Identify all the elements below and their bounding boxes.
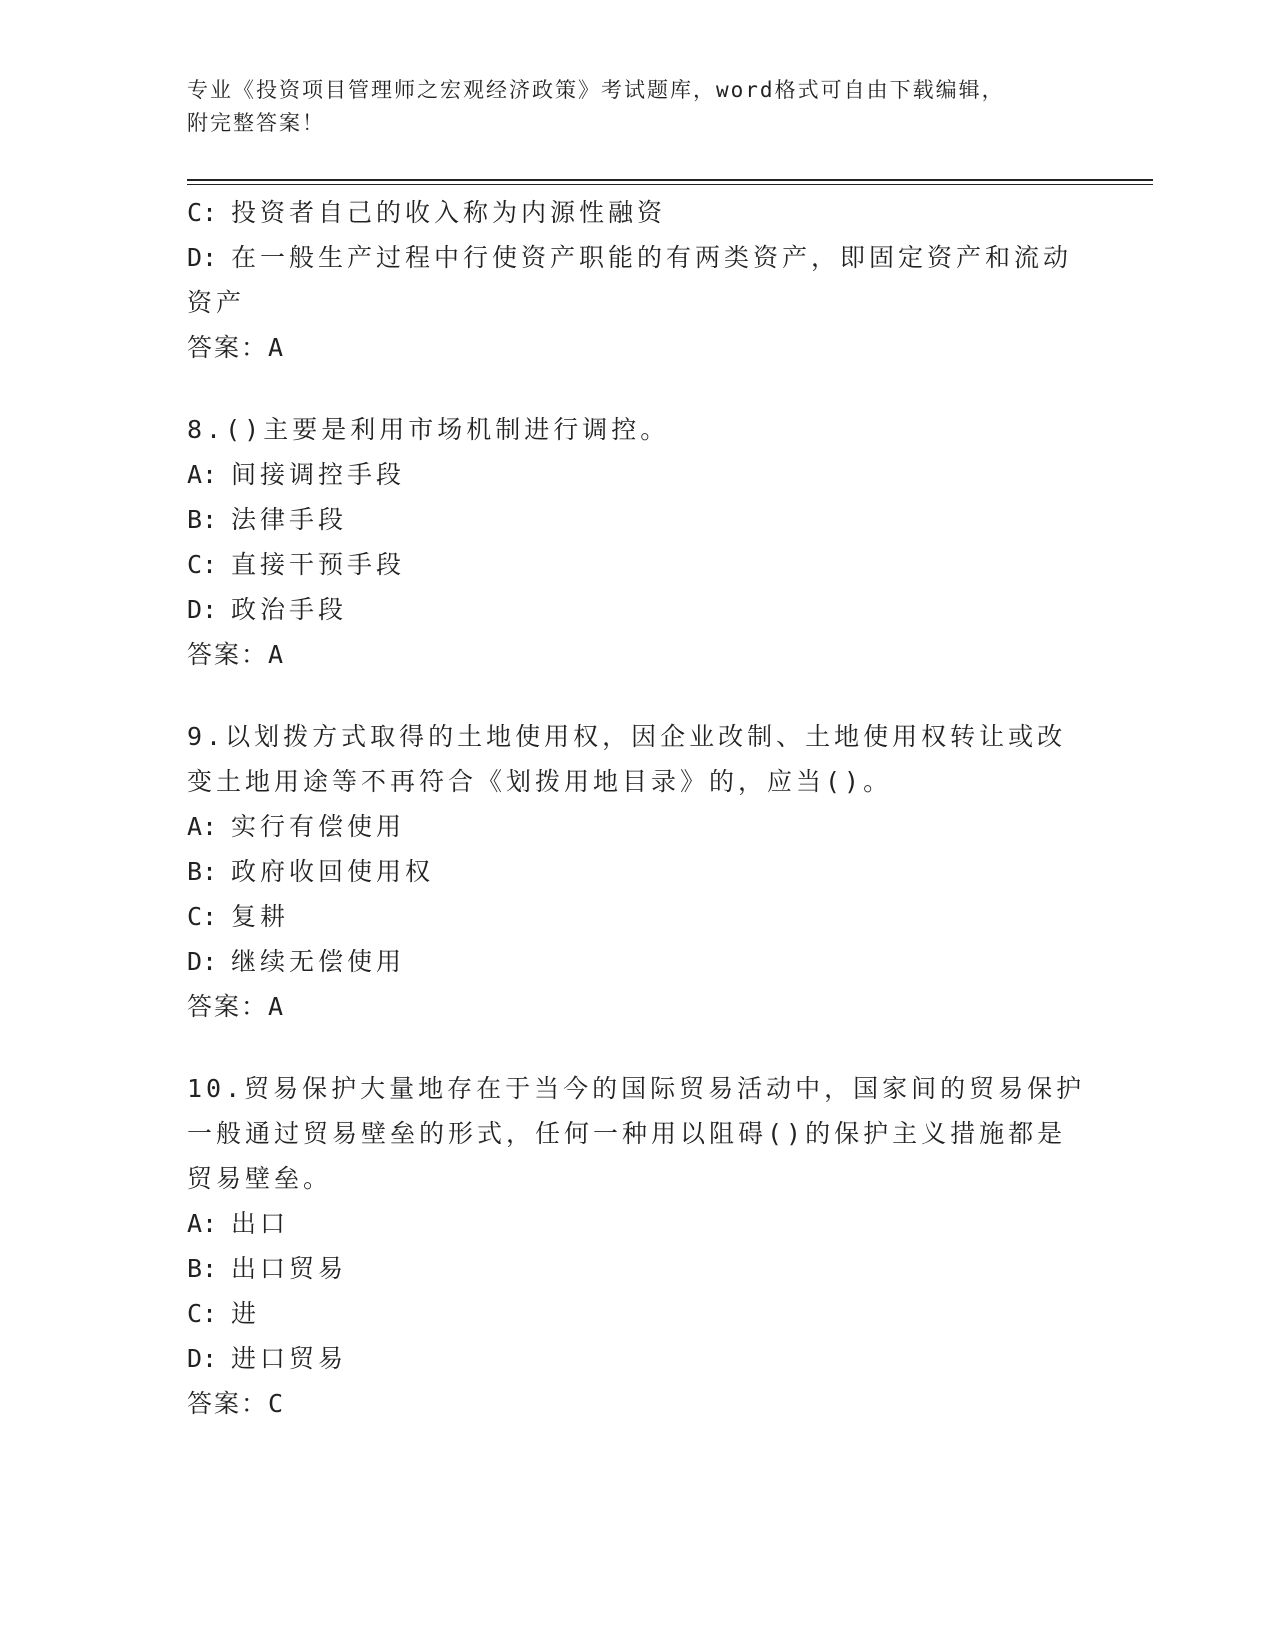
- header-divider-thick: [187, 179, 1153, 181]
- option-text: 出口贸易: [231, 1254, 348, 1283]
- answer-value: C: [268, 1389, 286, 1418]
- option-letter: C:: [187, 902, 218, 931]
- option-a: [187, 1201, 1077, 1246]
- option-text: 投资者自己的收入称为内源性融资: [231, 198, 667, 227]
- option-text: 政治手段: [231, 595, 348, 624]
- option-letter: A:: [187, 812, 218, 841]
- option-text: 实行有偿使用: [231, 812, 406, 841]
- answer-line: [187, 632, 1077, 677]
- question-stem: 贸易壁垒。: [187, 1164, 333, 1193]
- option-letter: B:: [187, 505, 218, 534]
- question-stem: 变土地用途等不再符合《划拨用地目录》的，应当()。: [187, 767, 893, 796]
- option-c: [187, 190, 1077, 235]
- question-content: [187, 190, 1086, 1463]
- option-b: [187, 1246, 1077, 1291]
- option-text: 继续无偿使用: [231, 947, 406, 976]
- option-letter: D:: [187, 947, 218, 976]
- header-line-1: 专业《投资项目管理师之宏观经济政策》考试题库，word格式可自由下载编辑，: [187, 78, 1005, 102]
- option-text: 进口贸易: [231, 1344, 348, 1373]
- header-line-2: 附完整答案！: [187, 111, 325, 135]
- question-10: [187, 1066, 1086, 1426]
- option-text: 间接调控手段: [231, 460, 406, 489]
- option-d: [187, 587, 1077, 632]
- answer-label: 答案：: [187, 333, 269, 362]
- option-letter: A:: [187, 460, 218, 489]
- answer-label: 答案：: [187, 992, 269, 1021]
- option-d: [187, 939, 1077, 984]
- option-letter: D:: [187, 243, 218, 272]
- option-text: 进: [231, 1299, 261, 1328]
- option-d: [187, 1336, 1077, 1381]
- option-text: 复耕: [231, 902, 290, 931]
- option-text: 直接干预手段: [231, 550, 406, 579]
- answer-label: 答案：: [187, 640, 269, 669]
- option-d-continuation: 资产: [187, 288, 246, 317]
- option-d: [187, 235, 1077, 280]
- option-c: [187, 542, 1077, 587]
- option-a: [187, 452, 1077, 497]
- answer-line: [187, 325, 1077, 370]
- option-letter: C:: [187, 550, 218, 579]
- answer-line: [187, 1381, 1077, 1426]
- answer-label: 答案：: [187, 1389, 269, 1418]
- option-letter: C:: [187, 1299, 218, 1328]
- option-letter: D:: [187, 1344, 218, 1373]
- option-letter: B:: [187, 857, 218, 886]
- option-letter: A:: [187, 1209, 218, 1238]
- previous-question-tail: [187, 190, 1077, 370]
- option-c: [187, 894, 1077, 939]
- option-b: [187, 849, 1077, 894]
- question-8: [187, 407, 1077, 677]
- option-a: [187, 804, 1077, 849]
- answer-value: A: [268, 640, 286, 669]
- document-header: [187, 74, 1067, 140]
- question-9: [187, 714, 1077, 1029]
- question-stem: 一般通过贸易壁垒的形式，任何一种用以阻碍()的保护主义措施都是: [187, 1119, 1067, 1148]
- answer-value: A: [268, 333, 286, 362]
- option-text: 政府收回使用权: [231, 857, 435, 886]
- option-letter: C:: [187, 198, 218, 227]
- answer-line: [187, 984, 1077, 1029]
- header-divider-thin: [187, 184, 1153, 185]
- question-stem: 9.以划拨方式取得的土地使用权，因企业改制、土地使用权转让或改: [187, 722, 1067, 751]
- option-letter: B:: [187, 1254, 218, 1283]
- question-stem: 10.贸易保护大量地存在于当今的国际贸易活动中，国家间的贸易保护: [187, 1074, 1086, 1103]
- option-text: 出口: [231, 1209, 290, 1238]
- option-b: [187, 497, 1077, 542]
- answer-value: A: [268, 992, 286, 1021]
- option-c: [187, 1291, 1077, 1336]
- option-text: 法律手段: [231, 505, 348, 534]
- question-stem: 8.()主要是利用市场机制进行调控。: [187, 415, 670, 444]
- option-letter: D:: [187, 595, 218, 624]
- option-text: 在一般生产过程中行使资产职能的有两类资产，即固定资产和流动: [231, 243, 1073, 272]
